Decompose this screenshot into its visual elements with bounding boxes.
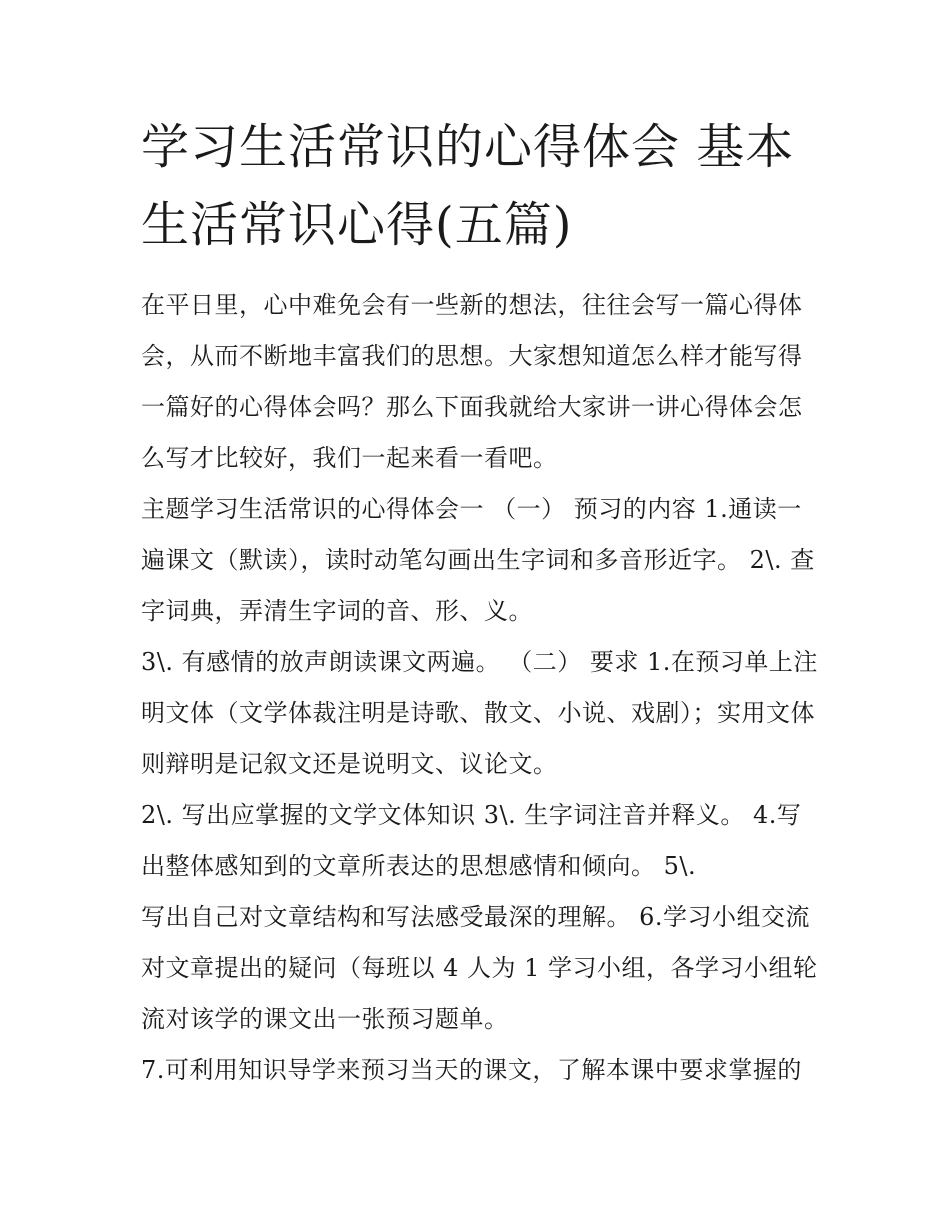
- document-title: 学习生活常识的心得体会 基本生活常识心得(五篇): [141, 119, 795, 253]
- document-body: [141, 108, 821, 1096]
- paragraph-structure-understanding: 写出自己对文章结构和写法感受最深的理解。 6.学习小组交流对文章提出的疑问（每班以 4 人为 1 学习小组，各学习小组轮流对该学的课文出一张预习题单。: [141, 903, 818, 1033]
- paragraph-literary-knowledge: 2\. 写出应掌握的文学文体知识 3\. 生字词注音并释义。 4.写出整体感知到的文章所表达的思想感情和倾向。 5\.: [141, 801, 802, 880]
- paragraph-intro: 在平日里，心中难免会有一些新的想法，往往会写一篇心得体会，从而不断地丰富我们的思想。大家想知道怎么样才能写得一篇好的心得体会吗？那么下面我就给大家讲一讲心得体会怎么写才比较好，我们一起来看一看吧。: [141, 291, 803, 472]
- paragraph-knowledge-guide: 7.可利用知识导学来预习当天的课文，了解本课中要求掌握的: [141, 1056, 802, 1084]
- paragraph-requirements: 3\. 有感情的放声朗读课文两遍。 （二） 要求 1.在预习单上注明文体（文学体裁注明是诗歌、散文、小说、戏剧）；实用文体则辩明是记叙文还是说明文、议论文。: [141, 648, 818, 778]
- paragraph-preview-content: 主题学习生活常识的心得体会一 （一） 预习的内容 1.通读一遍课文（默读），读时动笔勾画出生字词和多音形近字。 2\. 查字词典，弄清生字词的音、形、义。: [141, 495, 815, 625]
